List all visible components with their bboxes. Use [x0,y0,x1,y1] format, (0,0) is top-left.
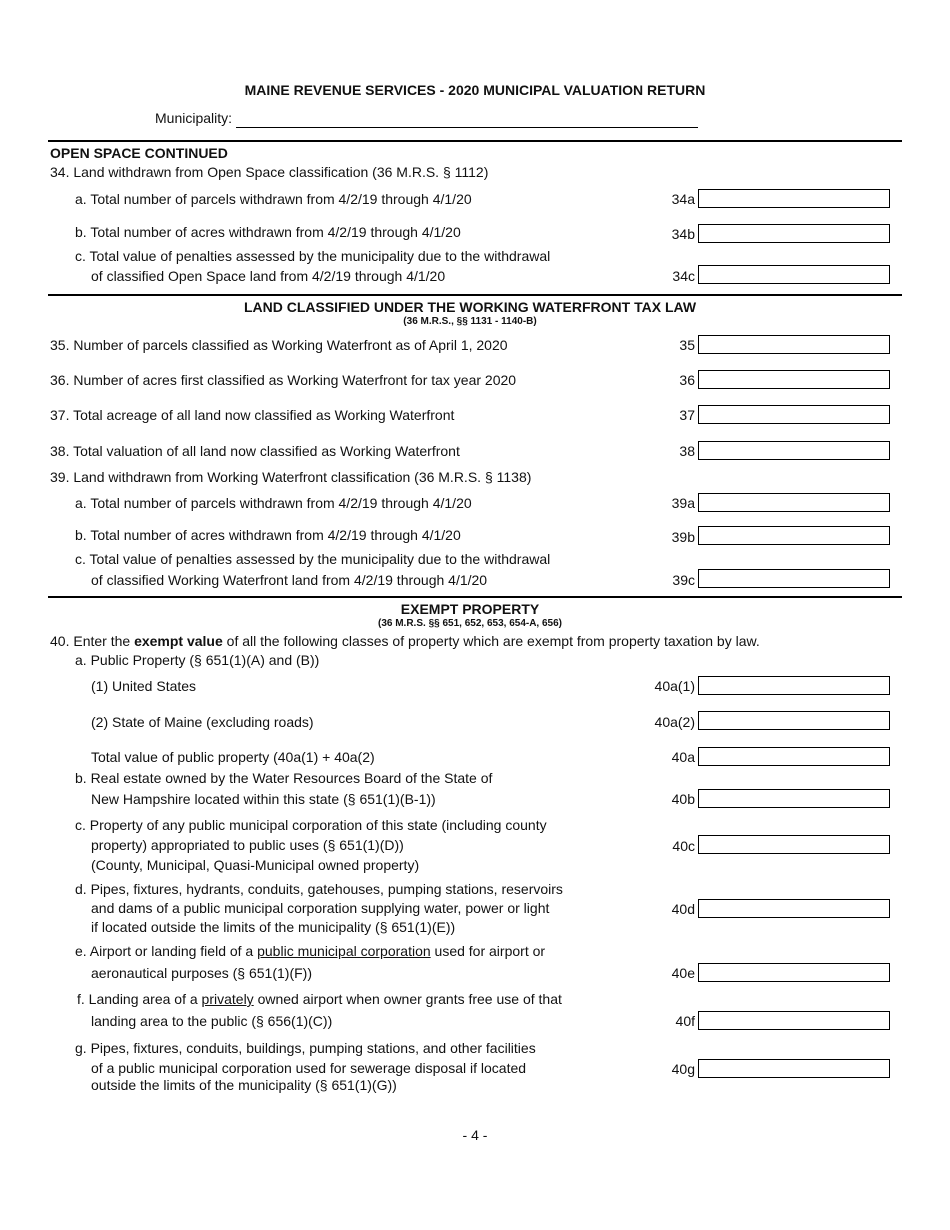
line-35-label: 35. Number of parcels classified as Working Waterfront as of April 1, 2020 [50,337,508,353]
line-40g-label-2: of a public municipal corporation used for sewerage disposal if located [91,1060,527,1076]
line-39b-code: 39b [671,529,695,545]
waterfront-heading: LAND CLASSIFIED UNDER THE WORKING WATERFRONT TAX LAW [243,299,697,315]
line-39-label: 39. Land withdrawn from Working Waterfront classification (36 M.R.S. § 1138) [50,469,532,485]
line-40g-label-1: g. Pipes, fixtures, conduits, buildings, pumping stations, and other facilities [75,1040,536,1056]
line-40a2-label: (2) State of Maine (excluding roads) [91,714,314,730]
line-40b-code: 40b [671,791,695,807]
line-39a-label: a. Total number of parcels withdrawn from 4/2/19 through 4/1/20 [75,495,472,511]
line-38-input[interactable] [698,441,890,460]
line-40a-heading: a. Public Property (§ 651(1)(A) and (B)) [75,652,320,668]
line-39c-code: 39c [672,572,695,588]
line-40f-label-1: f. Landing area of a privately owned airport when owner grants free use of that [77,991,562,1007]
municipality-label: Municipality: [155,110,233,126]
line-40f-label-2: landing area to the public (§ 656(1)(C)) [91,1013,333,1029]
municipality-input[interactable] [236,127,698,128]
line-34b-code: 34b [671,226,695,242]
line-40c-label-1: c. Property of any public municipal corporation of this state (including county [75,817,547,833]
line-39c-input[interactable] [698,569,890,588]
line-38-code: 38 [679,443,695,459]
line-37-code: 37 [679,407,695,423]
line-40e-label-2: aeronautical purposes (§ 651(1)(F)) [91,965,312,981]
open-space-heading: OPEN SPACE CONTINUED [50,145,228,161]
line-37-label: 37. Total acreage of all land now classified as Working Waterfront [50,407,455,423]
line-40e-input[interactable] [698,963,890,982]
line-40a1-code: 40a(1) [654,678,695,694]
section-divider [48,294,902,296]
line-34a-code: 34a [671,191,695,207]
line-34-label: 34. Land withdrawn from Open Space classification (36 M.R.S. § 1112) [50,164,489,180]
line-40d-label-2: and dams of a public municipal corporation supplying water, power or light [91,900,550,916]
line-40a2-input[interactable] [698,711,890,730]
line-40f-code: 40f [675,1013,695,1029]
line-35-input[interactable] [698,335,890,354]
line-40a1-input[interactable] [698,676,890,695]
line-36-label: 36. Number of acres first classified as Working Waterfront for tax year 2020 [50,372,517,388]
line-40d-label-1: d. Pipes, fixtures, hydrants, conduits, gatehouses, pumping stations, reservoirs [75,881,563,897]
line-34c-label-2: of classified Open Space land from 4/2/19 through 4/1/20 [91,268,446,284]
line-36-code: 36 [679,372,695,388]
line-40d-code: 40d [671,901,695,917]
line-34c-label-1: c. Total value of penalties assessed by the municipality due to the withdrawal [75,248,551,264]
line-40g-label-3: outside the limits of the municipality (§ 651(1)(G)) [91,1077,397,1093]
line-39a-input[interactable] [698,493,890,512]
line-40d-input[interactable] [698,899,890,918]
line-40a-input[interactable] [698,747,890,766]
line-34b-input[interactable] [698,224,890,243]
line-40a-code: 40a [671,749,695,765]
exempt-statute: (36 M.R.S. §§ 651, 652, 653, 654-A, 656) [378,618,562,629]
section-divider [48,596,902,598]
line-37-input[interactable] [698,405,890,424]
line-34a-input[interactable] [698,189,890,208]
line-40d-label-3: if located outside the limits of the municipality (§ 651(1)(E)) [91,919,456,935]
line-34a-label: a. Total number of parcels withdrawn from 4/2/19 through 4/1/20 [75,191,472,207]
exempt-heading: EXEMPT PROPERTY [400,601,540,617]
line-39b-input[interactable] [698,526,890,545]
line-40b-label-1: b. Real estate owned by the Water Resources Board of the State of [75,770,493,786]
line-38-label: 38. Total valuation of all land now classified as Working Waterfront [50,443,460,459]
line-34c-input[interactable] [698,265,890,284]
page-number: - 4 - [462,1127,488,1143]
line-39c-label-2: of classified Working Waterfront land from 4/2/19 through 4/1/20 [91,572,488,588]
line-40a-total-label: Total value of public property (40a(1) + 40a(2) [91,749,375,765]
line-39c-label-1: c. Total value of penalties assessed by the municipality due to the withdrawal [75,551,551,567]
line-40c-label-3: (County, Municipal, Quasi-Municipal owned property) [91,857,420,873]
line-34b-label: b. Total number of acres withdrawn from 4/2/19 through 4/1/20 [75,224,461,240]
line-40g-input[interactable] [698,1059,890,1078]
line-40b-input[interactable] [698,789,890,808]
line-40g-code: 40g [671,1061,695,1077]
line-39b-label: b. Total number of acres withdrawn from 4/2/19 through 4/1/20 [75,527,461,543]
line-40e-label-1: e. Airport or landing field of a public municipal corporation used for airport or [75,943,546,959]
line-40-label: 40. Enter the exempt value of all the following classes of property which are exempt from property taxation by law. [50,633,760,649]
section-divider [48,140,902,142]
line-40f-input[interactable] [698,1011,890,1030]
line-35-code: 35 [679,337,695,353]
line-36-input[interactable] [698,370,890,389]
line-34c-code: 34c [672,268,695,284]
line-40a1-label: (1) United States [91,678,197,694]
line-40b-label-2: New Hampshire located within this state (§ 651(1)(B-1)) [91,791,436,807]
line-40c-input[interactable] [698,835,890,854]
line-40a2-code: 40a(2) [654,714,695,730]
line-39a-code: 39a [671,495,695,511]
line-40c-code: 40c [672,838,695,854]
waterfront-statute: (36 M.R.S., §§ 1131 - 1140-B) [403,316,537,327]
line-40e-code: 40e [671,965,695,981]
form-title: MAINE REVENUE SERVICES - 2020 MUNICIPAL VALUATION RETURN [244,82,706,98]
line-40c-label-2: property) appropriated to public uses (§ 651(1)(D)) [91,837,404,853]
